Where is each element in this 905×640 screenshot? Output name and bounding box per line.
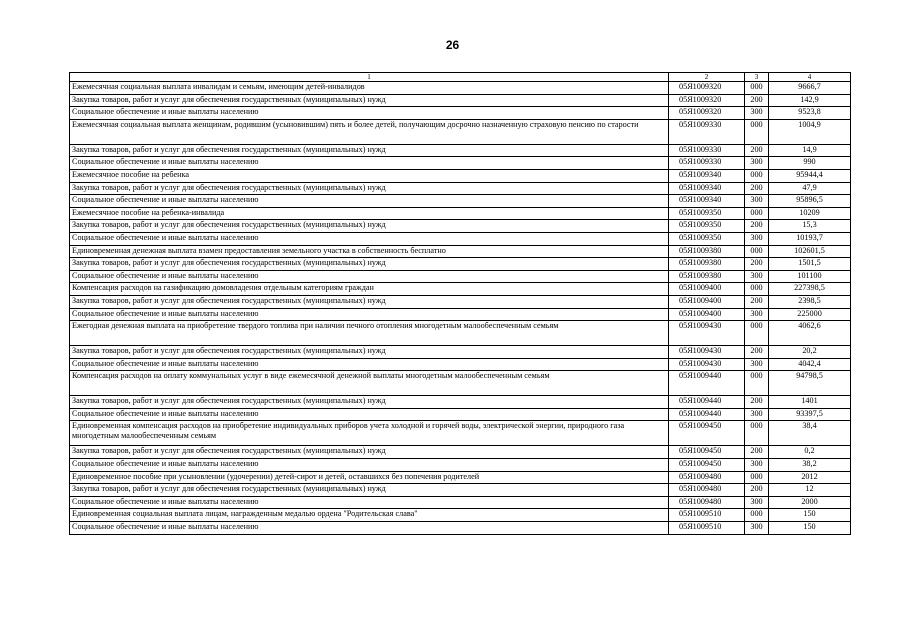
table-row — [70, 82, 851, 95]
row-sum-cell: 2012 — [769, 471, 851, 484]
row-name-cell: Компенсация расходов на оплату коммунальных услуг в виде ежемесячной денежной выплаты многодетным малообеспеченным семьям — [70, 371, 669, 396]
row-code-cell: 05Я1009330 — [669, 144, 745, 157]
row-sum-cell: 1401 — [769, 396, 851, 409]
budget-table-body — [70, 73, 851, 535]
row-code-cell: 05Я1009480 — [669, 471, 745, 484]
row-name-cell: Социальное обеспечение и иные выплаты населению — [70, 459, 669, 472]
row-code-cell: 05Я1009350 — [669, 220, 745, 233]
row-name-cell: Компенсация расходов на газификацию домовладения отдельным категориям граждан — [70, 283, 669, 296]
row-type-cell: 000 — [745, 421, 769, 446]
row-sum-cell: 9666,7 — [769, 82, 851, 95]
row-type-cell: 000 — [745, 245, 769, 258]
table-row — [70, 220, 851, 233]
row-sum-cell: 225000 — [769, 308, 851, 321]
row-code-cell: 05Я1009450 — [669, 421, 745, 446]
row-type-cell: 000 — [745, 321, 769, 346]
row-code-cell: 05Я1009480 — [669, 484, 745, 497]
row-name-cell: Единовременная денежная выплата взамен предоставления земельного участка в собственность бесплатно — [70, 245, 669, 258]
table-row — [70, 371, 851, 396]
row-code-cell: 05Я1009330 — [669, 157, 745, 170]
row-name-cell: Социальное обеспечение и иные выплаты населению — [70, 195, 669, 208]
table-row — [70, 258, 851, 271]
row-code-cell: 05Я1009440 — [669, 371, 745, 396]
row-sum-cell: 38,4 — [769, 421, 851, 446]
row-name-cell: Единовременная социальная выплата лицам, награжденным медалью ордена "Родительская слава" — [70, 509, 669, 522]
table-row — [70, 471, 851, 484]
row-code-cell: 05Я1009320 — [669, 82, 745, 95]
row-name-cell: Ежегодная денежная выплата на приобретение твердого топлива при наличии печного отопления многодетным малообеспеченным семьям — [70, 321, 669, 346]
row-code-cell: 05Я1009350 — [669, 232, 745, 245]
table-row — [70, 459, 851, 472]
column-header: 3 — [745, 73, 769, 82]
row-sum-cell: 95944,4 — [769, 169, 851, 182]
row-sum-cell: 1004,9 — [769, 119, 851, 144]
row-name-cell: Закупка товаров, работ и услуг для обеспечения государственных (муниципальных) нужд — [70, 94, 669, 107]
row-type-cell: 300 — [745, 459, 769, 472]
row-type-cell: 300 — [745, 195, 769, 208]
row-code-cell: 05Я1009440 — [669, 408, 745, 421]
row-name-cell: Закупка товаров, работ и услуг для обеспечения государственных (муниципальных) нужд — [70, 346, 669, 359]
row-name-cell: Социальное обеспечение и иные выплаты населению — [70, 522, 669, 535]
row-sum-cell: 14,9 — [769, 144, 851, 157]
row-type-cell: 200 — [745, 182, 769, 195]
table-row — [70, 119, 851, 144]
table-row — [70, 446, 851, 459]
row-type-cell: 300 — [745, 408, 769, 421]
row-name-cell: Социальное обеспечение и иные выплаты населению — [70, 496, 669, 509]
row-code-cell: 05Я1009400 — [669, 308, 745, 321]
table-row — [70, 484, 851, 497]
row-sum-cell: 990 — [769, 157, 851, 170]
row-type-cell: 300 — [745, 270, 769, 283]
column-header: 2 — [669, 73, 745, 82]
row-type-cell: 200 — [745, 144, 769, 157]
table-row — [70, 346, 851, 359]
row-sum-cell: 101100 — [769, 270, 851, 283]
row-code-cell: 05Я1009380 — [669, 270, 745, 283]
row-code-cell: 05Я1009430 — [669, 358, 745, 371]
budget-table — [69, 72, 851, 535]
row-name-cell: Закупка товаров, работ и услуг для обеспечения государственных (муниципальных) нужд — [70, 258, 669, 271]
table-row — [70, 421, 851, 446]
row-sum-cell: 10193,7 — [769, 232, 851, 245]
row-type-cell: 200 — [745, 484, 769, 497]
row-name-cell: Единовременная компенсация расходов на приобретение индивидуальных приборов учета холодной и горячей воды, электрической энергии, природного газа многодетным малообеспеченным семьям — [70, 421, 669, 446]
row-name-cell: Ежемесячное пособие на ребенка-инвалида — [70, 207, 669, 220]
row-name-cell: Закупка товаров, работ и услуг для обеспечения государственных (муниципальных) нужд — [70, 446, 669, 459]
column-header: 4 — [769, 73, 851, 82]
row-name-cell: Социальное обеспечение и иные выплаты населению — [70, 358, 669, 371]
row-sum-cell: 4042,4 — [769, 358, 851, 371]
row-type-cell: 000 — [745, 119, 769, 144]
table-row — [70, 496, 851, 509]
row-type-cell: 300 — [745, 107, 769, 120]
table-row — [70, 308, 851, 321]
row-code-cell: 05Я1009340 — [669, 182, 745, 195]
row-type-cell: 200 — [745, 220, 769, 233]
row-sum-cell: 38,2 — [769, 459, 851, 472]
table-row — [70, 408, 851, 421]
row-name-cell: Социальное обеспечение и иные выплаты населению — [70, 157, 669, 170]
row-name-cell: Единовременное пособие при усыновлении (удочерении) детей-сирот и детей, оставшихся без попечения родителей — [70, 471, 669, 484]
row-name-cell: Закупка товаров, работ и услуг для обеспечения государственных (муниципальных) нужд — [70, 182, 669, 195]
row-code-cell: 05Я1009440 — [669, 396, 745, 409]
row-sum-cell: 94798,5 — [769, 371, 851, 396]
table-row — [70, 321, 851, 346]
row-type-cell: 200 — [745, 258, 769, 271]
row-name-cell: Социальное обеспечение и иные выплаты населению — [70, 408, 669, 421]
row-name-cell: Ежемесячная социальная выплата инвалидам и семьям, имеющим детей-инвалидов — [70, 82, 669, 95]
table-row — [70, 509, 851, 522]
row-code-cell: 05Я1009480 — [669, 496, 745, 509]
table-row — [70, 94, 851, 107]
row-name-cell: Закупка товаров, работ и услуг для обеспечения государственных (муниципальных) нужд — [70, 220, 669, 233]
row-sum-cell: 20,2 — [769, 346, 851, 359]
row-sum-cell: 9523,8 — [769, 107, 851, 120]
row-sum-cell: 10209 — [769, 207, 851, 220]
row-sum-cell: 15,3 — [769, 220, 851, 233]
table-row — [70, 157, 851, 170]
row-type-cell: 300 — [745, 157, 769, 170]
row-type-cell: 300 — [745, 522, 769, 535]
row-name-cell: Социальное обеспечение и иные выплаты населению — [70, 308, 669, 321]
table-row — [70, 245, 851, 258]
row-sum-cell: 95896,5 — [769, 195, 851, 208]
row-code-cell: 05Я1009510 — [669, 509, 745, 522]
row-sum-cell: 142,9 — [769, 94, 851, 107]
row-name-cell: Закупка товаров, работ и услуг для обеспечения государственных (муниципальных) нужд — [70, 484, 669, 497]
row-sum-cell: 0,2 — [769, 446, 851, 459]
table-row — [70, 358, 851, 371]
row-name-cell: Социальное обеспечение и иные выплаты населению — [70, 232, 669, 245]
row-sum-cell: 2000 — [769, 496, 851, 509]
column-header: 1 — [70, 73, 669, 82]
row-code-cell: 05Я1009340 — [669, 169, 745, 182]
row-name-cell: Закупка товаров, работ и услуг для обеспечения государственных (муниципальных) нужд — [70, 295, 669, 308]
row-code-cell: 05Я1009320 — [669, 107, 745, 120]
table-row — [70, 207, 851, 220]
row-code-cell: 05Я1009430 — [669, 346, 745, 359]
row-code-cell: 05Я1009350 — [669, 207, 745, 220]
row-type-cell: 000 — [745, 207, 769, 220]
row-sum-cell: 4062,6 — [769, 321, 851, 346]
row-type-cell: 300 — [745, 358, 769, 371]
row-sum-cell: 227398,5 — [769, 283, 851, 296]
row-type-cell: 300 — [745, 232, 769, 245]
row-code-cell: 05Я1009450 — [669, 459, 745, 472]
row-code-cell: 05Я1009380 — [669, 245, 745, 258]
row-type-cell: 000 — [745, 82, 769, 95]
table-row — [70, 295, 851, 308]
row-name-cell: Социальное обеспечение и иные выплаты населению — [70, 107, 669, 120]
row-type-cell: 000 — [745, 283, 769, 296]
table-row — [70, 182, 851, 195]
row-name-cell: Социальное обеспечение и иные выплаты населению — [70, 270, 669, 283]
row-name-cell: Ежемесячная социальная выплата женщинам, родившим (усыновившим) пять и более детей, получающим досрочно назначенную страховую пенсию по старости — [70, 119, 669, 144]
row-code-cell: 05Я1009430 — [669, 321, 745, 346]
row-type-cell: 200 — [745, 94, 769, 107]
row-sum-cell: 1501,5 — [769, 258, 851, 271]
row-name-cell: Закупка товаров, работ и услуг для обеспечения государственных (муниципальных) нужд — [70, 396, 669, 409]
row-sum-cell: 150 — [769, 522, 851, 535]
table-row — [70, 396, 851, 409]
row-name-cell: Ежемесячное пособие на ребенка — [70, 169, 669, 182]
row-type-cell: 300 — [745, 496, 769, 509]
row-code-cell: 05Я1009330 — [669, 119, 745, 144]
row-sum-cell: 102601,5 — [769, 245, 851, 258]
row-code-cell: 05Я1009510 — [669, 522, 745, 535]
row-type-cell: 000 — [745, 169, 769, 182]
table-row — [70, 107, 851, 120]
row-type-cell: 200 — [745, 295, 769, 308]
table-row — [70, 232, 851, 245]
row-code-cell: 05Я1009450 — [669, 446, 745, 459]
page-number: 26 — [445, 38, 460, 52]
table-header-row — [70, 73, 851, 82]
row-type-cell: 200 — [745, 446, 769, 459]
row-sum-cell: 47,9 — [769, 182, 851, 195]
row-sum-cell: 93397,5 — [769, 408, 851, 421]
row-sum-cell: 150 — [769, 509, 851, 522]
table-row — [70, 522, 851, 535]
table-row — [70, 195, 851, 208]
row-type-cell: 200 — [745, 346, 769, 359]
row-code-cell: 05Я1009400 — [669, 283, 745, 296]
table-row — [70, 144, 851, 157]
row-type-cell: 200 — [745, 396, 769, 409]
row-sum-cell: 2398,5 — [769, 295, 851, 308]
row-type-cell: 000 — [745, 509, 769, 522]
table-row — [70, 283, 851, 296]
row-code-cell: 05Я1009380 — [669, 258, 745, 271]
row-name-cell: Закупка товаров, работ и услуг для обеспечения государственных (муниципальных) нужд — [70, 144, 669, 157]
row-type-cell: 000 — [745, 371, 769, 396]
table-row — [70, 270, 851, 283]
row-code-cell: 05Я1009320 — [669, 94, 745, 107]
table-row — [70, 169, 851, 182]
row-type-cell: 000 — [745, 471, 769, 484]
row-sum-cell: 12 — [769, 484, 851, 497]
row-code-cell: 05Я1009340 — [669, 195, 745, 208]
row-type-cell: 300 — [745, 308, 769, 321]
row-code-cell: 05Я1009400 — [669, 295, 745, 308]
